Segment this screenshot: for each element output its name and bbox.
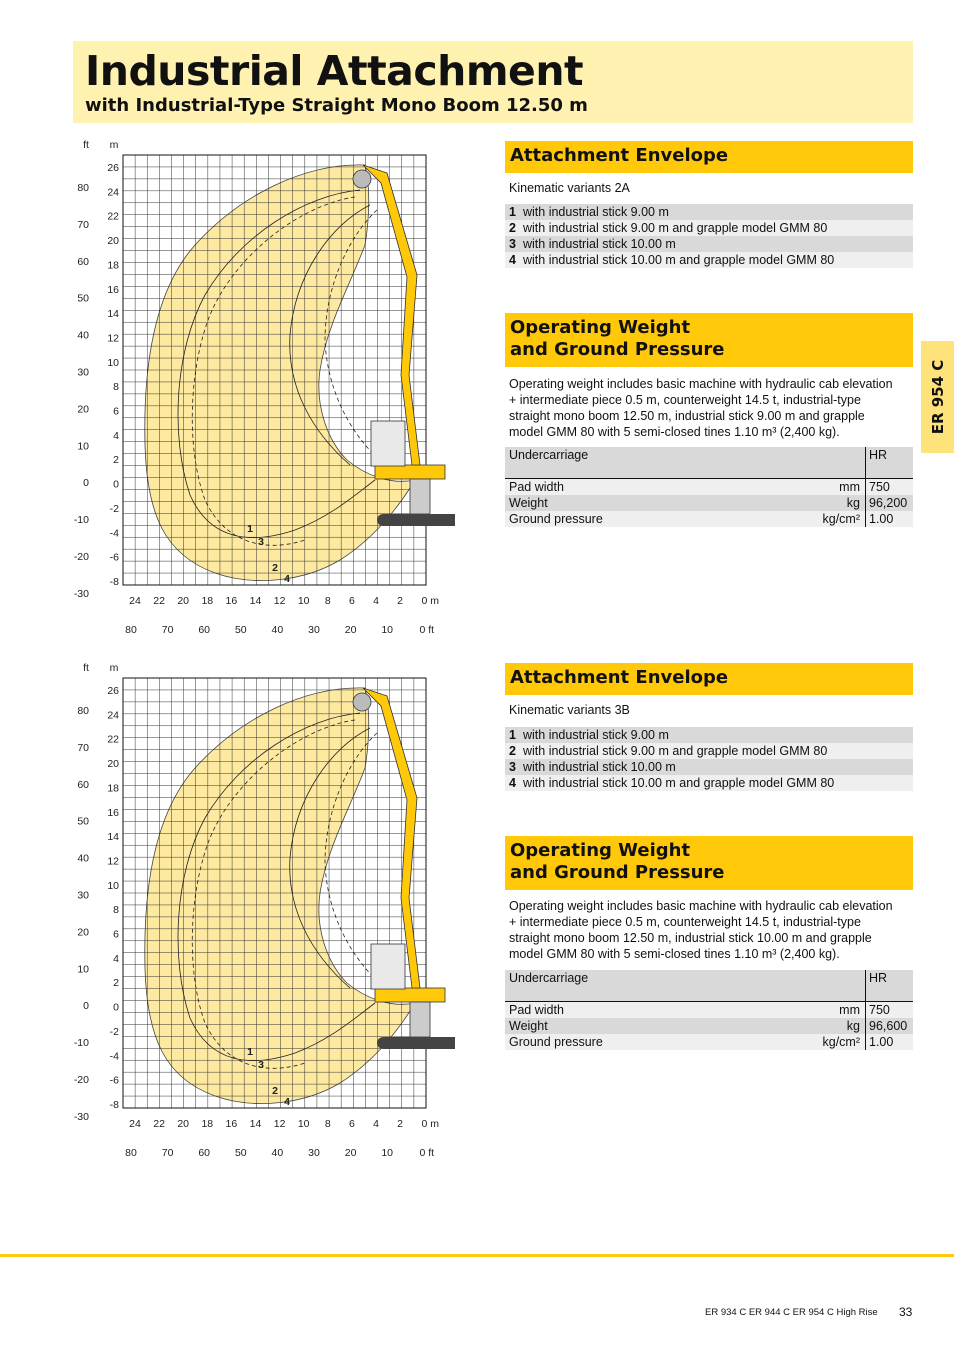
table-row: Pad width mm 750	[505, 1002, 913, 1018]
envelope-chart-1	[65, 135, 455, 645]
tick-label-m: 18	[107, 782, 119, 795]
tick-label-ft-bottom: 0 ft	[419, 624, 435, 636]
tick-label-m: 14	[107, 308, 119, 321]
axis-unit-ft: ft	[83, 662, 89, 674]
weight-description-2: Operating weight includes basic machine with hydraulic cab elevation + intermediate piece 0.5 m, counterweight 14.5 t, industrial-type straight mono boom 12.50 m, industrial stick 10.00 m and grapple model GMM 80 with 5 semi-closed tines 1.10 m³ (2,400 kg).	[509, 899, 893, 961]
table-row: Undercarriage HR	[505, 447, 913, 479]
footer-models: ER 934 C ER 944 C ER 954 C High Rise	[705, 1307, 878, 1318]
tick-label-ft: 40	[77, 329, 89, 342]
tick-label-ft: 50	[77, 815, 89, 828]
tick-label-ft-bottom: 60	[198, 1147, 211, 1159]
weight-description-1: Operating weight includes basic machine with hydraulic cab elevation + intermediate piece 0.5 m, counterweight 14.5 t, industrial-type straight mono boom 12.50 m, industrial stick 9.00 m and grapple model GMM 80 with 5 semi-closed tines 1.10 m³ (2,400 kg).	[509, 377, 893, 439]
tick-label-m: -2	[109, 1025, 119, 1038]
machine-boom	[363, 165, 420, 465]
tick-label-m: 20	[107, 758, 119, 771]
list-item: 1 with industrial stick 9.00 m	[505, 727, 913, 743]
kinematic-variant-2: Kinematic variants 3B	[509, 703, 630, 717]
tick-label-ft: -20	[73, 1074, 89, 1086]
table-row: Weight kg 96,600	[505, 1018, 913, 1034]
tick-label-ft: 20	[77, 403, 89, 416]
page-title: Industrial Attachment	[85, 47, 584, 95]
tick-label-ft: 80	[77, 705, 89, 717]
tick-label-m-bottom: 18	[201, 1118, 214, 1130]
tick-label-ft: 60	[77, 778, 89, 791]
tick-label-ft-bottom: 10	[381, 1147, 394, 1159]
tick-label-m-bottom: 18	[201, 595, 214, 607]
table-row: Ground pressure kg/cm² 1.00	[505, 1034, 913, 1050]
table-divider	[865, 970, 866, 1050]
tick-label-m: 26	[107, 685, 119, 697]
tick-label-ft-bottom: 30	[308, 1147, 320, 1159]
tick-label-ft-bottom: 40	[271, 1147, 284, 1159]
tick-label-ft: 30	[77, 366, 89, 379]
tick-label-m: -8	[109, 575, 119, 588]
tick-label-m-bottom: 10	[297, 1118, 310, 1130]
machine-upper	[375, 988, 445, 1002]
envelope-heading-1: Attachment Envelope	[505, 141, 913, 173]
table-row: Undercarriage HR	[505, 970, 913, 1002]
tick-label-m: 6	[113, 928, 119, 941]
tick-label-m: -4	[109, 1050, 119, 1063]
tick-label-m: 18	[107, 259, 119, 272]
tick-label-ft: 80	[77, 182, 89, 194]
tick-label-m: 12	[107, 332, 119, 345]
tick-label-ft-bottom: 50	[234, 624, 247, 636]
tick-label-m: 6	[113, 405, 119, 418]
weight-heading-1: Operating Weight and Ground Pressure	[505, 313, 913, 367]
tick-label-ft: 70	[77, 218, 89, 231]
footer-rule	[0, 1254, 954, 1257]
tick-label-m: 20	[107, 235, 119, 248]
table-divider	[865, 447, 866, 527]
tick-label-ft-bottom: 20	[344, 1147, 357, 1159]
spec-table-1	[505, 447, 913, 527]
tick-label-m: 2	[113, 977, 119, 990]
table-rule	[505, 478, 913, 479]
page-header	[73, 41, 913, 123]
tick-label-m: 16	[107, 283, 119, 296]
envelope-diagram-2	[65, 658, 455, 1163]
spec-table-2	[505, 970, 913, 1050]
tick-label-m: 24	[107, 186, 119, 199]
grapple-icon	[353, 693, 371, 711]
tick-label-m: 0	[113, 478, 119, 491]
side-tab-label: ER 954 C	[928, 359, 947, 435]
tick-label-m: 10	[107, 356, 119, 369]
tick-label-m: -6	[109, 1074, 119, 1087]
page-number: 33	[899, 1305, 913, 1319]
list-item: 2 with industrial stick 9.00 m and grapple model GMM 80	[505, 220, 913, 236]
tick-label-ft-bottom: 40	[271, 624, 284, 636]
tick-label-m-bottom: 10	[297, 595, 310, 607]
envelope-diagram-1	[65, 135, 455, 640]
tick-label-m: -8	[109, 1098, 119, 1111]
tick-label-ft-bottom: 80	[125, 1147, 137, 1159]
tick-label-ft: 0	[83, 477, 89, 490]
curve-label-3: 3	[258, 536, 264, 548]
list-item: 4 with industrial stick 10.00 m and grapple model GMM 80	[505, 775, 913, 791]
tick-label-m-bottom: 24	[129, 595, 141, 607]
tick-label-m: 24	[107, 709, 119, 722]
tick-label-m-bottom: 4	[373, 595, 379, 607]
list-item: 2 with industrial stick 9.00 m and grapple model GMM 80	[505, 743, 913, 759]
machine-boom	[363, 688, 420, 988]
tick-label-m-bottom: 2	[397, 1118, 404, 1130]
machine-crawler	[377, 514, 455, 526]
tick-label-m: 4	[113, 952, 119, 965]
tick-label-ft-bottom: 60	[198, 624, 211, 636]
tick-label-m: -2	[109, 502, 119, 515]
weight-heading-2: Operating Weight and Ground Pressure	[505, 836, 913, 890]
envelope-chart-2	[65, 658, 455, 1168]
tick-label-m: 16	[107, 806, 119, 819]
tick-label-ft: -30	[73, 587, 89, 600]
tick-label-m-bottom: 8	[324, 1118, 331, 1130]
tick-label-m-bottom: 2	[397, 595, 404, 607]
tick-label-m: 4	[113, 429, 119, 442]
tick-label-ft: 30	[77, 889, 89, 902]
tick-label-ft: -20	[73, 551, 89, 563]
tick-label-m-bottom: 6	[348, 1118, 355, 1130]
tick-label-m-bottom: 0 m	[421, 1118, 439, 1130]
tick-label-ft: 60	[77, 255, 89, 268]
machine-column	[410, 479, 430, 514]
tick-label-m: -6	[109, 551, 119, 564]
tick-label-m-bottom: 22	[153, 1118, 165, 1130]
table-row: Weight kg 96,200	[505, 495, 913, 511]
tick-label-ft-bottom: 10	[381, 624, 394, 636]
table-row: Pad width mm 750	[505, 479, 913, 495]
tick-label-ft-bottom: 20	[344, 624, 357, 636]
tick-label-m: 26	[107, 162, 119, 174]
axis-unit-ft: ft	[83, 139, 89, 151]
list-item: 3 with industrial stick 10.00 m	[505, 759, 913, 775]
table-row: Ground pressure kg/cm² 1.00	[505, 511, 913, 527]
tick-label-m-bottom: 20	[177, 595, 190, 607]
tick-label-m-bottom: 14	[249, 1118, 262, 1130]
tick-label-ft-bottom: 80	[125, 624, 137, 636]
table-rule	[505, 1001, 913, 1002]
machine-crawler	[377, 1037, 455, 1049]
list-item: 3 with industrial stick 10.00 m	[505, 236, 913, 252]
axis-unit-m: m	[109, 662, 119, 674]
variant-list-1	[505, 204, 913, 268]
tick-label-m: 8	[113, 381, 119, 394]
tick-label-m-bottom: 16	[225, 595, 238, 607]
machine-cab	[371, 421, 405, 466]
tick-label-m: 12	[107, 855, 119, 868]
tick-label-m: -4	[109, 527, 119, 540]
machine-column	[410, 1002, 430, 1037]
tick-label-m: 2	[113, 454, 119, 467]
tick-label-ft: 0	[83, 1000, 89, 1013]
tick-label-m-bottom: 14	[249, 595, 262, 607]
tick-label-ft: -10	[73, 1037, 89, 1050]
tick-label-m-bottom: 20	[177, 1118, 190, 1130]
tick-label-ft: -30	[73, 1110, 89, 1123]
tick-label-ft: 50	[77, 292, 89, 305]
list-item: 1 with industrial stick 9.00 m	[505, 204, 913, 220]
machine-cab	[371, 944, 405, 989]
tick-label-m: 22	[107, 210, 119, 223]
tick-label-m: 14	[107, 831, 119, 844]
variant-list-2	[505, 727, 913, 791]
tick-label-m: 8	[113, 904, 119, 917]
tick-label-ft-bottom: 70	[161, 624, 174, 636]
tick-label-m: 10	[107, 879, 119, 892]
curve-label-4: 4	[284, 573, 290, 585]
list-item: 4 with industrial stick 10.00 m and grapple model GMM 80	[505, 252, 913, 268]
tick-label-ft: 40	[77, 852, 89, 865]
tick-label-ft-bottom: 0 ft	[419, 1147, 435, 1159]
envelope-fill	[145, 165, 415, 581]
curve-label-2: 2	[272, 1085, 278, 1097]
machine-upper	[375, 465, 445, 479]
tick-label-m-bottom: 16	[225, 1118, 238, 1130]
curve-label-3: 3	[258, 1059, 264, 1071]
tick-label-ft: 10	[77, 963, 89, 976]
kinematic-variant-1: Kinematic variants 2A	[509, 181, 630, 195]
tick-label-ft: 70	[77, 741, 89, 754]
tick-label-ft: -10	[73, 514, 89, 527]
curve-label-1: 1	[247, 1046, 253, 1058]
tick-label-ft-bottom: 30	[308, 624, 320, 636]
grapple-icon	[353, 170, 371, 188]
tick-label-ft-bottom: 70	[161, 1147, 174, 1159]
curve-label-2: 2	[272, 562, 278, 574]
envelope-heading-2: Attachment Envelope	[505, 663, 913, 695]
tick-label-m-bottom: 12	[273, 1118, 286, 1130]
tick-label-ft: 10	[77, 440, 89, 453]
tick-label-ft-bottom: 50	[234, 1147, 247, 1159]
tick-label-m: 22	[107, 733, 119, 746]
page-subtitle: with Industrial-Type Straight Mono Boom 12.50 m	[85, 95, 588, 116]
tick-label-m-bottom: 22	[153, 595, 165, 607]
tick-label-m-bottom: 0 m	[421, 595, 439, 607]
tick-label-m-bottom: 24	[129, 1118, 141, 1130]
envelope-fill	[145, 688, 415, 1104]
tick-label-m: 0	[113, 1001, 119, 1014]
tick-label-m-bottom: 12	[273, 595, 286, 607]
side-tab	[921, 341, 954, 453]
axis-unit-m: m	[109, 139, 119, 151]
tick-label-m-bottom: 8	[324, 595, 331, 607]
tick-label-m-bottom: 6	[348, 595, 355, 607]
curve-label-1: 1	[247, 523, 253, 535]
tick-label-ft: 20	[77, 926, 89, 939]
curve-label-4: 4	[284, 1096, 290, 1108]
tick-label-m-bottom: 4	[373, 1118, 379, 1130]
